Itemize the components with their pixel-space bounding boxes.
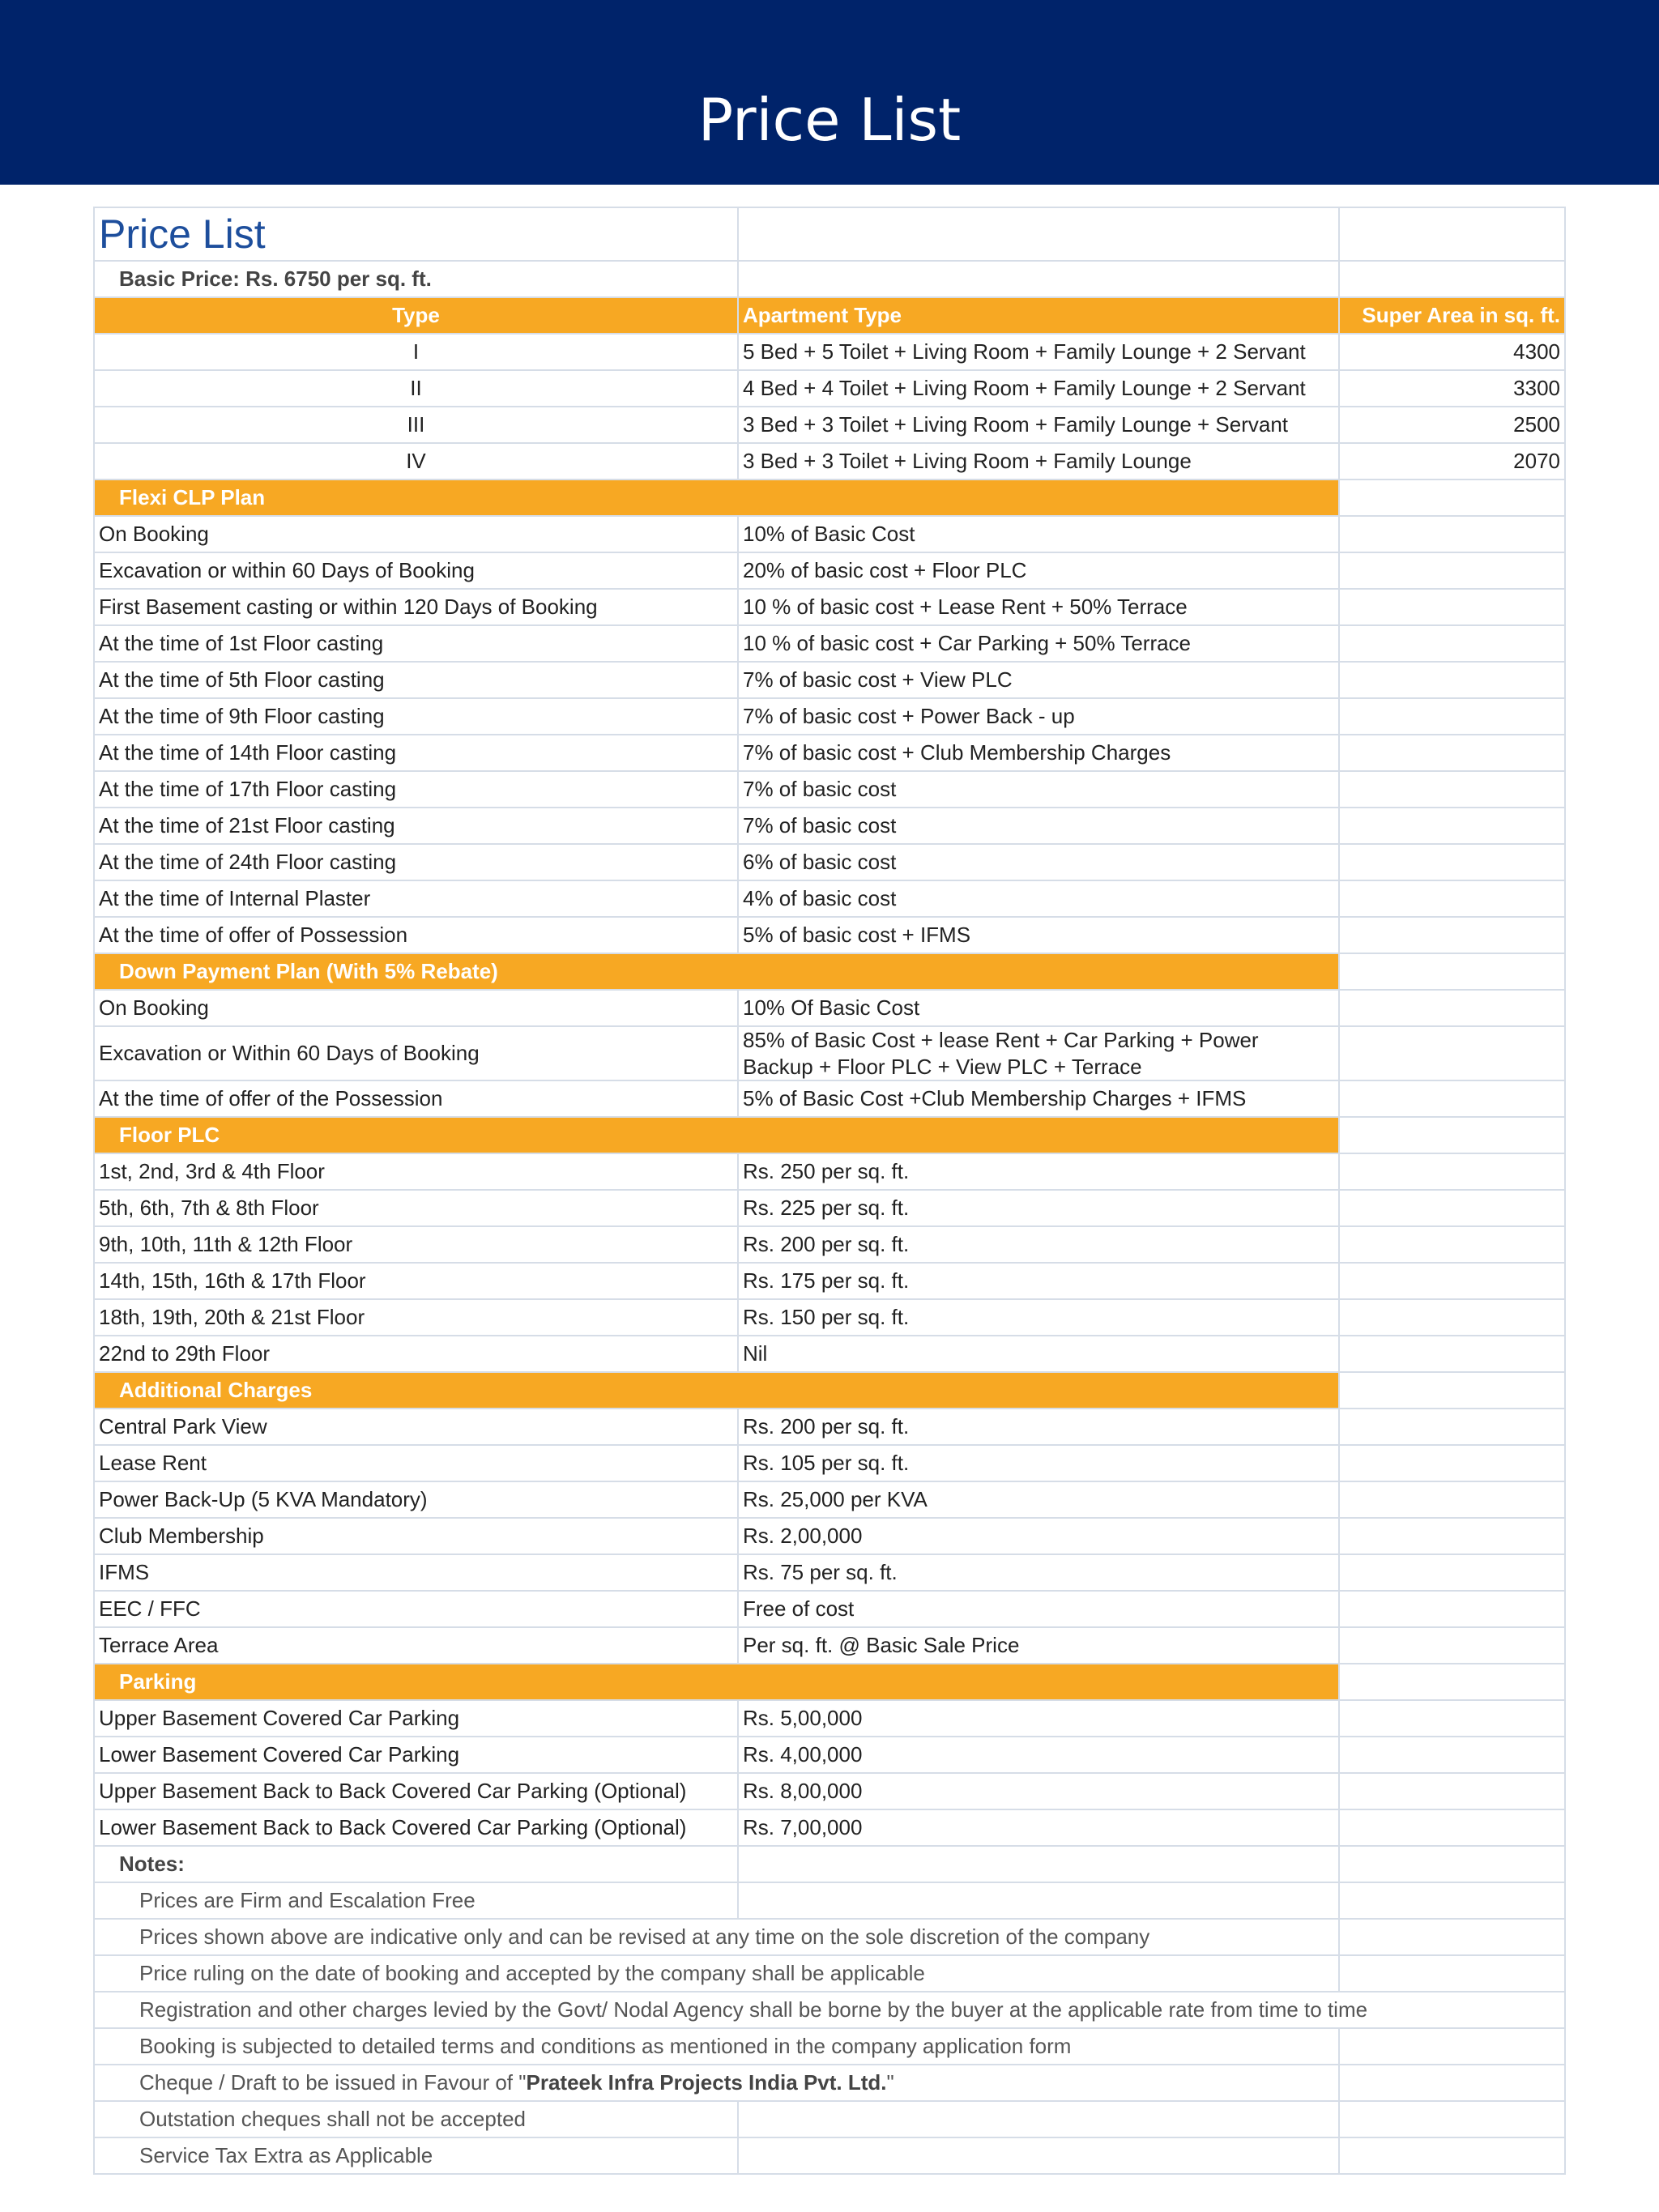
value-cell: Rs. 250 per sq. ft. (738, 1153, 1339, 1190)
empty-cell (1339, 735, 1565, 771)
table-row (94, 1263, 1565, 1299)
value-cell: 10% Of Basic Cost (738, 990, 1339, 1026)
value-cell: 7% of basic cost + Power Back - up (738, 698, 1339, 735)
table-row (94, 990, 1565, 1026)
super-area-cell: 2500 (1339, 407, 1565, 443)
list-item (94, 2028, 1565, 2065)
empty-cell (1339, 479, 1565, 516)
label-cell: At the time of 17th Floor casting (94, 771, 738, 808)
empty-cell (1339, 808, 1565, 844)
empty-cell (1339, 2028, 1565, 2065)
table-row (94, 370, 1565, 407)
section-header-additional-charges (94, 1372, 1565, 1409)
empty-cell (1339, 1809, 1565, 1846)
apartment-type-cell: 3 Bed + 3 Toilet + Living Room + Family Lounge (738, 443, 1339, 479)
section-title-flexi-clp-plan: Flexi CLP Plan (94, 479, 1339, 516)
table-row (94, 1481, 1565, 1518)
section-header-floor-plc (94, 1117, 1565, 1153)
label-cell: At the time of 9th Floor casting (94, 698, 738, 735)
type-cell: I (94, 334, 738, 370)
table-row (94, 334, 1565, 370)
empty-cell (1339, 1299, 1565, 1336)
label-cell: 22nd to 29th Floor (94, 1336, 738, 1372)
table-row (94, 1627, 1565, 1664)
label-cell: At the time of 5th Floor casting (94, 662, 738, 698)
label-cell: 18th, 19th, 20th & 21st Floor (94, 1299, 738, 1336)
empty-cell (1339, 1226, 1565, 1263)
empty-cell (1339, 1190, 1565, 1226)
value-cell: Free of cost (738, 1591, 1339, 1627)
empty-cell (1339, 261, 1565, 297)
table-row (94, 1809, 1565, 1846)
empty-cell (1339, 1846, 1565, 1882)
value-cell: 7% of basic cost (738, 771, 1339, 808)
empty-cell (1339, 771, 1565, 808)
table-row (94, 625, 1565, 662)
section-title-down-payment-plan: Down Payment Plan (With 5% Rebate) (94, 953, 1339, 990)
apartment-type-cell: 3 Bed + 3 Toilet + Living Room + Family Lounge + Servant (738, 407, 1339, 443)
section-title-parking: Parking (94, 1664, 1339, 1700)
label-cell: At the time of Internal Plaster (94, 880, 738, 917)
list-item (94, 2065, 1565, 2101)
price-list-sheet (93, 207, 1566, 2175)
label-cell: IFMS (94, 1554, 738, 1591)
note-cheque-suffix: " (886, 2070, 894, 2095)
empty-cell (1339, 2101, 1565, 2137)
empty-cell (1339, 1026, 1565, 1080)
value-cell: 5% of Basic Cost +Club Membership Charges + IFMS (738, 1080, 1339, 1117)
value-cell: 10% of Basic Cost (738, 516, 1339, 552)
value-cell: Rs. 105 per sq. ft. (738, 1445, 1339, 1481)
table-row (94, 1226, 1565, 1263)
value-cell: 7% of basic cost (738, 808, 1339, 844)
table-row (94, 1190, 1565, 1226)
empty-cell (738, 2101, 1339, 2137)
empty-cell (1339, 1737, 1565, 1773)
apartment-type-cell: 5 Bed + 5 Toilet + Living Room + Family Lounge + 2 Servant (738, 334, 1339, 370)
note-text: Price ruling on the date of booking and accepted by the company shall be applicable (94, 1955, 1339, 1992)
type-cell: II (94, 370, 738, 407)
empty-cell (1339, 990, 1565, 1026)
column-header-type: Type (94, 297, 738, 334)
label-cell: 14th, 15th, 16th & 17th Floor (94, 1263, 738, 1299)
note-text: Booking is subjected to detailed terms and conditions as mentioned in the company application form (94, 2028, 1339, 2065)
table-row (94, 1299, 1565, 1336)
value-cell: Rs. 200 per sq. ft. (738, 1226, 1339, 1263)
empty-cell (1339, 1372, 1565, 1409)
empty-cell (1339, 1700, 1565, 1737)
empty-cell (1339, 625, 1565, 662)
empty-cell (738, 1846, 1339, 1882)
basic-price: Basic Price: Rs. 6750 per sq. ft. (94, 261, 738, 297)
empty-cell (1339, 698, 1565, 735)
label-cell: Lease Rent (94, 1445, 738, 1481)
empty-cell (738, 261, 1339, 297)
empty-cell (1339, 1518, 1565, 1554)
label-cell: On Booking (94, 990, 738, 1026)
note-text: Service Tax Extra as Applicable (94, 2137, 738, 2174)
table-row (94, 552, 1565, 589)
value-cell: Rs. 8,00,000 (738, 1773, 1339, 1809)
table-row (94, 589, 1565, 625)
table-row (94, 443, 1565, 479)
column-header-super-area: Super Area in sq. ft. (1339, 297, 1565, 334)
apartment-type-cell: 4 Bed + 4 Toilet + Living Room + Family Lounge + 2 Servant (738, 370, 1339, 407)
empty-cell (1339, 1773, 1565, 1809)
list-item (94, 2101, 1565, 2137)
note-text: Prices shown above are indicative only and can be revised at any time on the sole discretion of the company (94, 1919, 1339, 1955)
value-cell: 4% of basic cost (738, 880, 1339, 917)
sheet-title: Price List (94, 207, 738, 261)
table-row (94, 662, 1565, 698)
empty-cell (1339, 2065, 1565, 2101)
label-cell: Upper Basement Back to Back Covered Car Parking (Optional) (94, 1773, 738, 1809)
empty-cell (1339, 1627, 1565, 1664)
company-name: Prateek Infra Projects India Pvt. Ltd. (526, 2070, 887, 2095)
label-cell: Club Membership (94, 1518, 738, 1554)
table-row (94, 1026, 1565, 1080)
note-text: Prices are Firm and Escalation Free (94, 1882, 738, 1919)
type-cell: IV (94, 443, 738, 479)
notes-title-row (94, 1846, 1565, 1882)
table-row (94, 1737, 1565, 1773)
empty-cell (1339, 552, 1565, 589)
table-row (94, 917, 1565, 953)
value-cell: 5% of basic cost + IFMS (738, 917, 1339, 953)
label-cell: Excavation or within 60 Days of Booking (94, 552, 738, 589)
value-cell: 10 % of basic cost + Car Parking + 50% Terrace (738, 625, 1339, 662)
empty-cell (1339, 1591, 1565, 1627)
empty-cell (1339, 516, 1565, 552)
value-cell: Rs. 175 per sq. ft. (738, 1263, 1339, 1299)
table-row (94, 771, 1565, 808)
empty-cell (738, 2137, 1339, 2174)
list-item (94, 1955, 1565, 1992)
table-row (94, 1409, 1565, 1445)
value-cell: 20% of basic cost + Floor PLC (738, 552, 1339, 589)
value-cell: Rs. 5,00,000 (738, 1700, 1339, 1737)
empty-cell (1339, 1153, 1565, 1190)
empty-cell (1339, 1882, 1565, 1919)
empty-cell (1339, 589, 1565, 625)
label-cell: At the time of offer of the Possession (94, 1080, 738, 1117)
section-header-parking (94, 1664, 1565, 1700)
table-row (94, 1518, 1565, 1554)
types-header-row (94, 297, 1565, 334)
list-item (94, 1992, 1565, 2028)
label-cell: At the time of 14th Floor casting (94, 735, 738, 771)
table-row (94, 1554, 1565, 1591)
label-cell: Terrace Area (94, 1627, 738, 1664)
label-cell: At the time of 1st Floor casting (94, 625, 738, 662)
label-cell: At the time of 21st Floor casting (94, 808, 738, 844)
empty-cell (1339, 880, 1565, 917)
value-cell: Rs. 75 per sq. ft. (738, 1554, 1339, 1591)
label-cell: Power Back-Up (5 KVA Mandatory) (94, 1481, 738, 1518)
empty-cell (1339, 1955, 1565, 1992)
value-cell: Rs. 2,00,000 (738, 1518, 1339, 1554)
empty-cell (1339, 1664, 1565, 1700)
empty-cell (1339, 2137, 1565, 2174)
label-cell: Lower Basement Covered Car Parking (94, 1737, 738, 1773)
value-cell: 10 % of basic cost + Lease Rent + 50% Terrace (738, 589, 1339, 625)
list-item (94, 1882, 1565, 1919)
table-row (94, 808, 1565, 844)
table-row (94, 844, 1565, 880)
empty-cell (1339, 1919, 1565, 1955)
value-cell: Rs. 4,00,000 (738, 1737, 1339, 1773)
empty-cell (1339, 662, 1565, 698)
empty-cell (1339, 1409, 1565, 1445)
label-cell: On Booking (94, 516, 738, 552)
table-row (94, 880, 1565, 917)
empty-cell (1339, 207, 1565, 261)
empty-cell (738, 1882, 1339, 1919)
empty-cell (738, 207, 1339, 261)
table-row (94, 1591, 1565, 1627)
empty-cell (1339, 1445, 1565, 1481)
section-title-floor-plc: Floor PLC (94, 1117, 1339, 1153)
note-text: Registration and other charges levied by the Govt/ Nodal Agency shall be borne by the buyer at the applicable rate from time to time (94, 1992, 1565, 2028)
empty-cell (1339, 1117, 1565, 1153)
basic-price-row (94, 261, 1565, 297)
value-cell: Nil (738, 1336, 1339, 1372)
super-area-cell: 3300 (1339, 370, 1565, 407)
type-cell: III (94, 407, 738, 443)
section-title-additional-charges: Additional Charges (94, 1372, 1339, 1409)
label-cell: 5th, 6th, 7th & 8th Floor (94, 1190, 738, 1226)
value-cell: 6% of basic cost (738, 844, 1339, 880)
table-row (94, 1445, 1565, 1481)
empty-cell (1339, 917, 1565, 953)
value-cell: Per sq. ft. @ Basic Sale Price (738, 1627, 1339, 1664)
section-header-down-payment-plan (94, 953, 1565, 990)
list-item (94, 2137, 1565, 2174)
table-row (94, 698, 1565, 735)
super-area-cell: 2070 (1339, 443, 1565, 479)
table-row (94, 407, 1565, 443)
value-cell: Rs. 225 per sq. ft. (738, 1190, 1339, 1226)
list-item (94, 1919, 1565, 1955)
label-cell: Central Park View (94, 1409, 738, 1445)
label-cell: Upper Basement Covered Car Parking (94, 1700, 738, 1737)
label-cell: 1st, 2nd, 3rd & 4th Floor (94, 1153, 738, 1190)
table-row (94, 1080, 1565, 1117)
label-cell: Lower Basement Back to Back Covered Car Parking (Optional) (94, 1809, 738, 1846)
label-cell: 9th, 10th, 11th & 12th Floor (94, 1226, 738, 1263)
note-cheque-prefix: Cheque / Draft to be issued in Favour of " (139, 2070, 527, 2095)
empty-cell (1339, 1336, 1565, 1372)
empty-cell (1339, 953, 1565, 990)
label-cell: At the time of offer of Possession (94, 917, 738, 953)
empty-cell (1339, 844, 1565, 880)
notes-title: Notes: (94, 1846, 738, 1882)
value-cell: 7% of basic cost + Club Membership Charges (738, 735, 1339, 771)
value-cell: 85% of Basic Cost + lease Rent + Car Parking + Power Backup + Floor PLC + View PLC + Terrace (738, 1026, 1339, 1080)
header-banner (0, 0, 1659, 185)
sheet-title-row (94, 207, 1565, 261)
empty-cell (1339, 1080, 1565, 1117)
note-text: Outstation cheques shall not be accepted (94, 2101, 738, 2137)
label-cell: First Basement casting or within 120 Days of Booking (94, 589, 738, 625)
table-row (94, 1153, 1565, 1190)
table-row (94, 1773, 1565, 1809)
table-row (94, 1336, 1565, 1372)
value-cell: Rs. 150 per sq. ft. (738, 1299, 1339, 1336)
section-header-flexi-clp-plan (94, 479, 1565, 516)
column-header-apartment-type: Apartment Type (738, 297, 1339, 334)
note-cheque (94, 2065, 1339, 2101)
empty-cell (1339, 1263, 1565, 1299)
label-cell: At the time of 24th Floor casting (94, 844, 738, 880)
value-cell: 7% of basic cost + View PLC (738, 662, 1339, 698)
value-cell: Rs. 25,000 per KVA (738, 1481, 1339, 1518)
empty-cell (1339, 1554, 1565, 1591)
table-row (94, 1700, 1565, 1737)
value-cell: Rs. 200 per sq. ft. (738, 1409, 1339, 1445)
banner-title: Price List (697, 86, 962, 154)
table-row (94, 735, 1565, 771)
value-cell: Rs. 7,00,000 (738, 1809, 1339, 1846)
empty-cell (1339, 1481, 1565, 1518)
table-row (94, 516, 1565, 552)
label-cell: EEC / FFC (94, 1591, 738, 1627)
super-area-cell: 4300 (1339, 334, 1565, 370)
label-cell: Excavation or Within 60 Days of Booking (94, 1026, 738, 1080)
